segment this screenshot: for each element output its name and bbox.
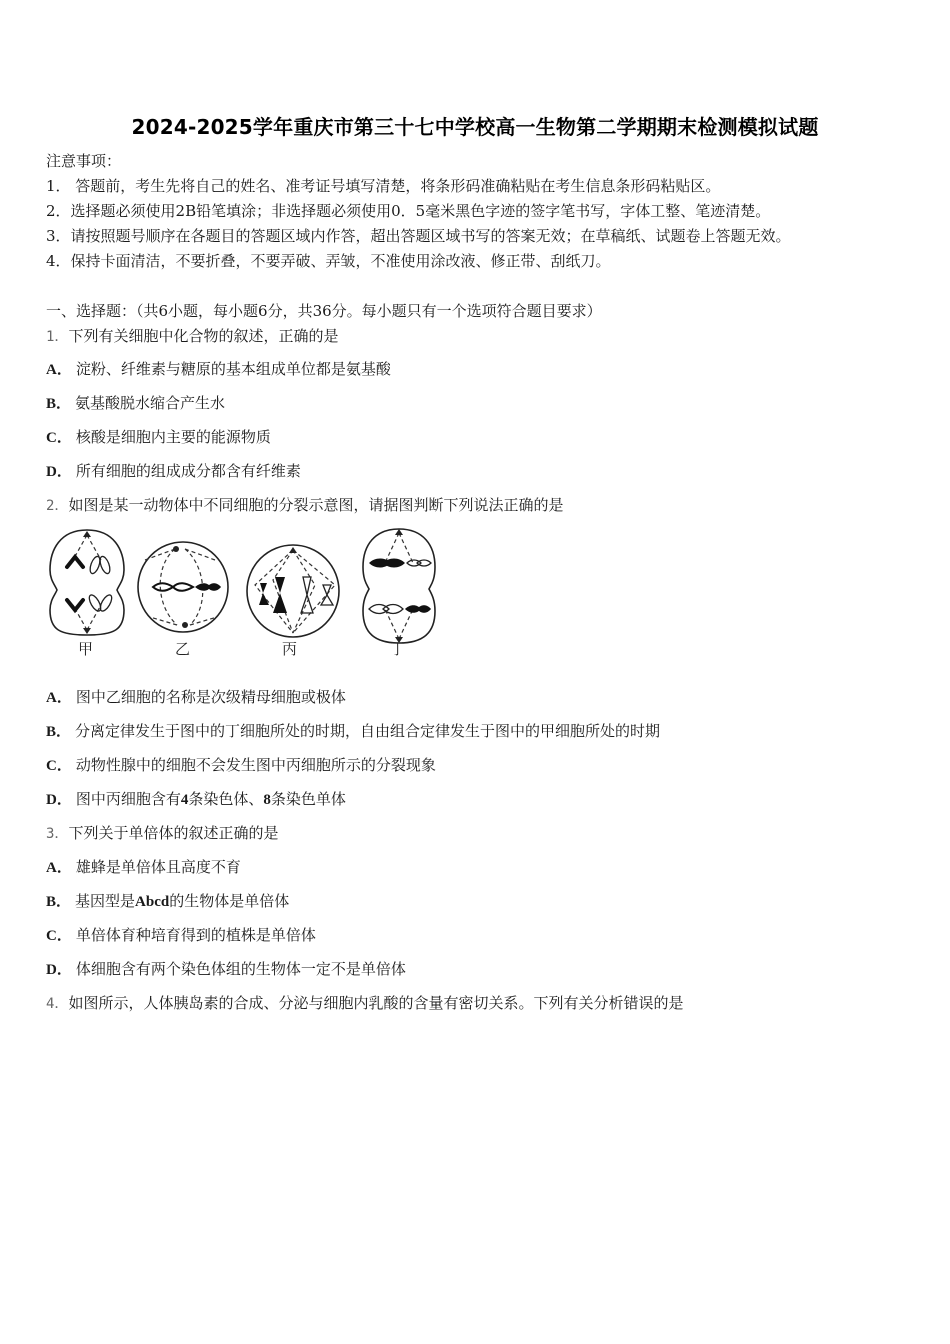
question-1-option-c[interactable] [46,427,271,448]
question-number: 4． [46,996,69,1012]
notice-item-4: 4．保持卡面清洁，不要折叠，不要弄破、弄皱，不准使用涂改液、修正带、刮纸刀。 [46,252,611,270]
option-letter: A． [46,860,72,876]
question-text: 下列有关细胞中化合物的叙述，正确的是 [68,327,339,345]
option-letter: B． [46,894,72,910]
cell-division-figure [45,525,445,665]
question-2-option-d[interactable] [46,789,346,810]
question-2-stem [46,495,563,516]
notice-item-1: 1． 答题前，考生先将自己的姓名、准考证号填写清楚，将条形码准确粘贴在考生信息条形码粘贴区。 [46,177,721,195]
cell-diagrams-icon [45,525,445,665]
option-text: 条染色单体 [270,790,346,808]
section-heading: 一、选择题：（共6小题，每小题6分，共36分。每小题只有一个选项符合题目要求） [46,302,602,320]
question-2-option-b[interactable] [46,721,660,742]
option-text: 图中乙细胞的名称是次级精母细胞或极体 [75,688,346,706]
question-3-option-d[interactable] [46,959,406,980]
question-number: 1． [46,329,69,345]
question-number: 2． [46,498,69,514]
question-1-stem [46,326,338,347]
figure-label-ding: 丁 [390,640,406,658]
question-3-option-b[interactable] [46,891,289,912]
option-letter: C． [46,430,72,446]
figure-label-yi: 乙 [175,640,191,658]
option-text: 所有细胞的组成成分都含有纤维素 [75,462,301,480]
notice-item-3: 3．请按照题号顺序在各题目的答题区域内作答，超出答题区域书写的答案无效；在草稿纸、试题卷上答题无效。 [46,227,791,245]
option-text: 的生物体是单倍体 [169,892,290,910]
option-text: 核酸是细胞内主要的能源物质 [75,428,271,446]
question-3-option-c[interactable] [46,925,316,946]
question-2-option-c[interactable] [46,755,436,776]
option-text: 基因型是 [75,892,136,910]
figure-label-jia: 甲 [78,640,94,658]
question-1-option-d[interactable] [46,461,301,482]
question-3-option-a[interactable] [46,857,241,878]
figure-label-bing: 丙 [282,640,298,658]
chromosome-count: 4 [180,792,189,808]
option-letter: A． [46,690,72,706]
notice-item-2: 2．选择题必须使用2B铅笔填涂；非选择题必须使用0．5毫米黑色字迹的签字笔书写，字体工整、笔迹清楚。 [46,202,771,220]
question-2-option-a[interactable] [46,687,346,708]
option-text: 图中丙细胞含有 [75,790,181,808]
option-letter: C． [46,758,72,774]
option-letter: B． [46,724,72,740]
option-text: 单倍体育种培育得到的植株是单倍体 [75,926,316,944]
option-text: 淀粉、纤维素与糖原的基本组成单位都是氨基酸 [75,360,391,378]
option-text: 雄蜂是单倍体且高度不育 [75,858,241,876]
question-text: 如图是某一动物体中不同细胞的分裂示意图，请据图判断下列说法正确的是 [68,496,564,514]
option-text: 分离定律发生于图中的丁细胞所处的时期，自由组合定律发生于图中的甲细胞所处的时期 [75,722,661,740]
exam-title: 2024-2025学年重庆市第三十七中学校高一生物第二学期期末检测模拟试题 [131,115,819,139]
genotype: Abcd [135,894,170,910]
option-text: 条染色体、 [188,790,264,808]
option-text: 动物性腺中的细胞不会发生图中丙细胞所示的分裂现象 [75,756,436,774]
question-number: 3． [46,826,69,842]
option-text: 氨基酸脱水缩合产生水 [75,394,226,412]
chromatid-count: 8 [263,792,271,808]
question-1-option-a[interactable] [46,359,391,380]
option-letter: A． [46,362,72,378]
option-text: 体细胞含有两个染色体组的生物体一定不是单倍体 [75,960,406,978]
option-letter: D． [46,962,72,978]
question-text: 下列关于单倍体的叙述正确的是 [68,824,279,842]
question-text: 如图所示，人体胰岛素的合成、分泌与细胞内乳酸的含量有密切关系。下列有关分析错误的是 [68,994,684,1012]
option-letter: C． [46,928,72,944]
question-4-stem [46,993,683,1014]
option-letter: B． [46,396,72,412]
option-letter: D． [46,464,72,480]
option-letter: D． [46,792,72,808]
question-1-option-b[interactable] [46,393,225,414]
notice-heading: 注意事项： [46,152,122,170]
question-3-stem [46,823,278,844]
